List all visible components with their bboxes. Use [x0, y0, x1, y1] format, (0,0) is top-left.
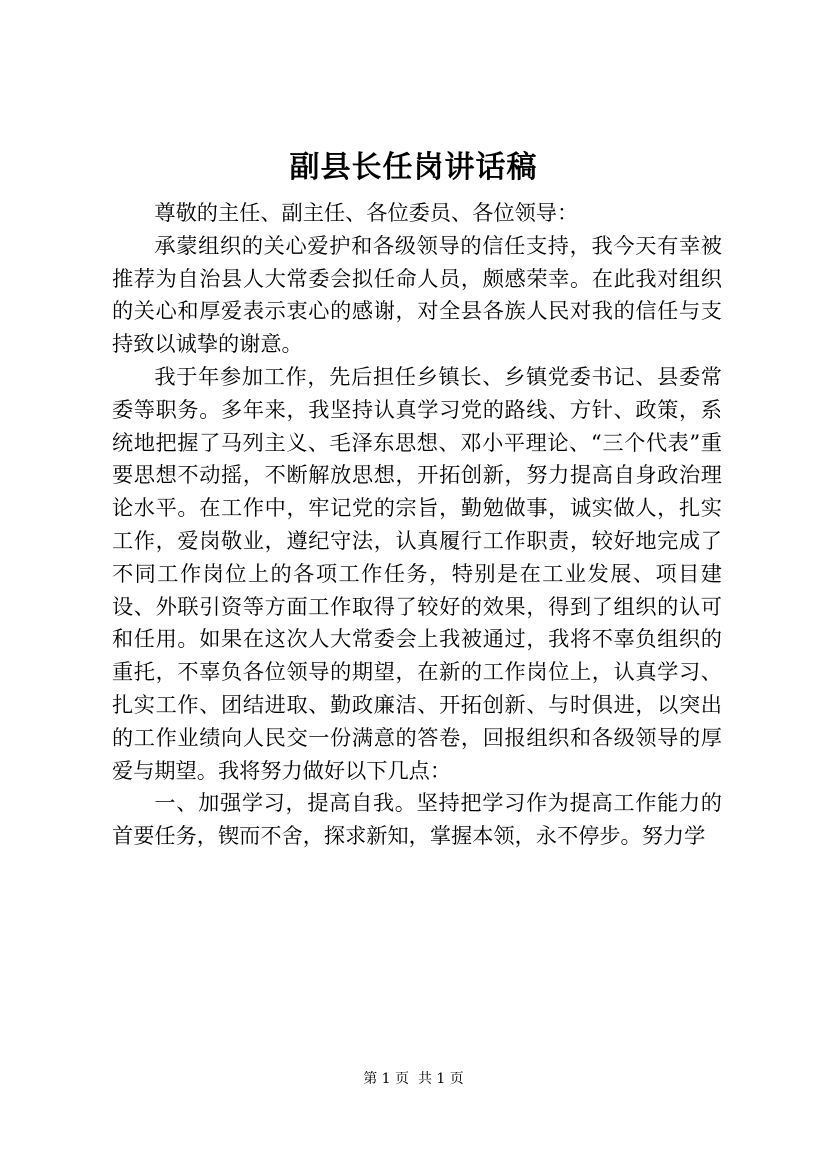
- paragraph-salutation: 尊敬的主任、副主任、各位委员、各位领导：: [154, 200, 579, 225]
- document-title: 副县长任岗讲话稿: [289, 150, 538, 185]
- paragraph-gratitude: 承蒙组织的关心爱护和各级领导的信任支持，我今天有幸被推荐为自治县人大常委会拟任命人员，颇感荣幸。在此我对组织的关心和厚爱表示衷心的感谢，对全县各族人民对我的信任与支持致以诚挚的谢意。: [112, 232, 722, 357]
- paragraph-work-history: 我于年参加工作，先后担任乡镇长、乡镇党委书记、县委常委等职务。多年来，我坚持认真学习党的路线、方针、政策，系统地把握了马列主义、毛泽东思想、邓小平理论、“三个代表”重要思想不动摇，不断解放思想，开拓创新，努力提高自身政治理论水平。在工作中，牢记党的宗旨，勤勉做事，诚实做人，扎实工作，爱岗敬业，遵纪守法，认真履行工作职责，较好地完成了不同工作岗位上的各项工作任务，特别是在工业发展、项目建设、外联引资等方面工作取得了较好的效果，得到了组织的认可和任用。如果在这次人大常委会上我被通过，我将不辜负组织的重托，不辜负各位领导的期望，在新的工作岗位上，认真学习、扎实工作、团结进取、勤政廉洁、开拓创新、与时俱进，以突出的工作业绩向人民交一份满意的答卷，回报组织和各级领导的厚爱与期望。我将努力做好以下几点：: [112, 363, 722, 783]
- document-body: [112, 197, 722, 853]
- page-number: 第 1 页 共 1 页: [363, 1071, 464, 1087]
- page-footer: [0, 1069, 827, 1089]
- paragraph-point-one: 一、加强学习，提高自我。坚持把学习作为提高工作能力的首要任务，锲而不舍，探求新知，掌握本领，永不停步。努力学: [112, 790, 722, 849]
